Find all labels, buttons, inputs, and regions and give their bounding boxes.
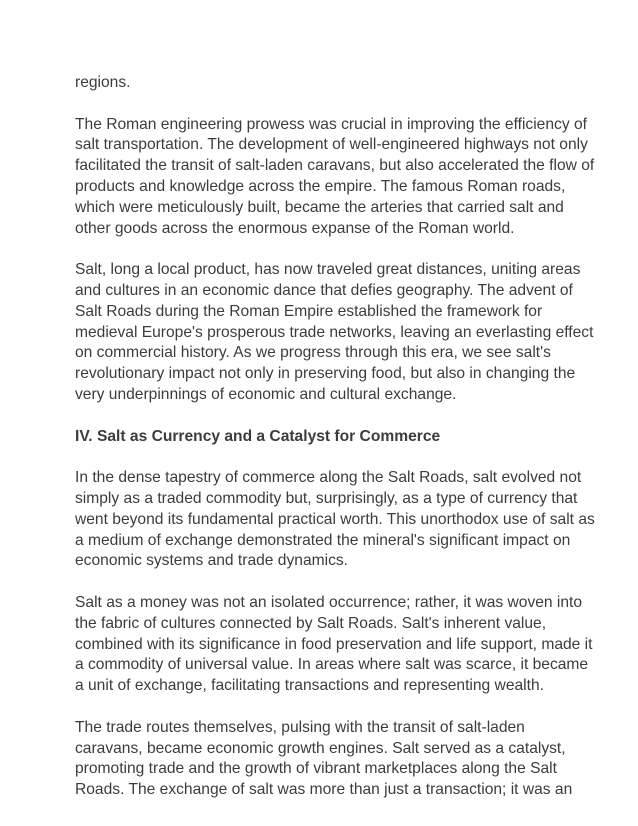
text-line: a medium of exchange demonstrated the mineral's significant impact on [75,531,571,549]
text-line: Salt as a money was not an isolated occurrence; rather, it was woven into [75,593,583,611]
text-line: regions. [75,74,131,91]
text-line: combined with its significance in food preservation and life support, made it [75,635,593,653]
text-line: Salt, long a local product, has now traveled great distances, uniting areas [75,261,581,279]
text-line: medieval Europe's prosperous trade networks, leaving an everlasting effect [75,323,594,341]
text-line: went beyond its fundamental practical worth. This unorthodox use of salt as [75,510,595,528]
text-line: products and knowledge across the empire. The famous Roman roads, [75,177,566,195]
text-line: facilitated the transit of salt-laden caravans, but also accelerated the flow of [75,157,595,175]
section-heading: IV. Salt as Currency and a Catalyst for Commerce [75,427,441,445]
text-line: and cultures in an economic dance that defies geography. The advent of [75,281,573,299]
text-line: economic systems and trade dynamics. [75,552,349,570]
paragraph-salt-currency [75,468,595,572]
text-line: caravans, became economic growth engines. Salt served as a catalyst, [75,739,566,757]
text-line: a commodity of universal value. In areas where salt was scarce, it became [75,656,589,674]
text-line: very underpinnings of economic and cultural exchange. [75,385,457,403]
text-line: promoting trade and the growth of vibrant marketplaces along the Salt [75,760,557,778]
text-line: simply as a traded commodity but, surprisingly, as a type of currency that [75,489,578,507]
text-line: The Roman engineering prowess was crucial in improving the efficiency of [75,115,587,133]
text-line: other goods across the enormous expanse of the Roman world. [75,219,515,237]
paragraph-trade-routes [75,718,573,801]
text-line: In the dense tapestry of commerce along the Salt Roads, salt evolved not [75,469,582,487]
text-line: which were meticulously built, became the arteries that carried salt and [75,198,564,216]
text-line: Roads. The exchange of salt was more than just a transaction; it was an [75,781,573,799]
paragraph-salt-money [75,593,593,697]
text-line: Salt Roads during the Roman Empire established the framework for [75,302,543,320]
text-line: revolutionary impact not only in preserving food, but also in changing the [75,365,576,383]
paragraph-salt-distances [75,260,594,406]
text-line: salt transportation. The development of well-engineered highways not only [75,136,588,154]
paragraph-continuation [75,73,565,94]
text-line: the fabric of cultures connected by Salt Roads. Salt's inherent value, [75,614,547,632]
text-line: The trade routes themselves, pulsing with the transit of salt-laden [75,718,525,736]
text-line: a unit of exchange, facilitating transactions and representing wealth. [75,677,544,695]
paragraph-roman-engineering [75,115,595,240]
document-body [75,73,595,822]
text-line: on commercial history. As we progress through this era, we see salt's [75,344,551,362]
